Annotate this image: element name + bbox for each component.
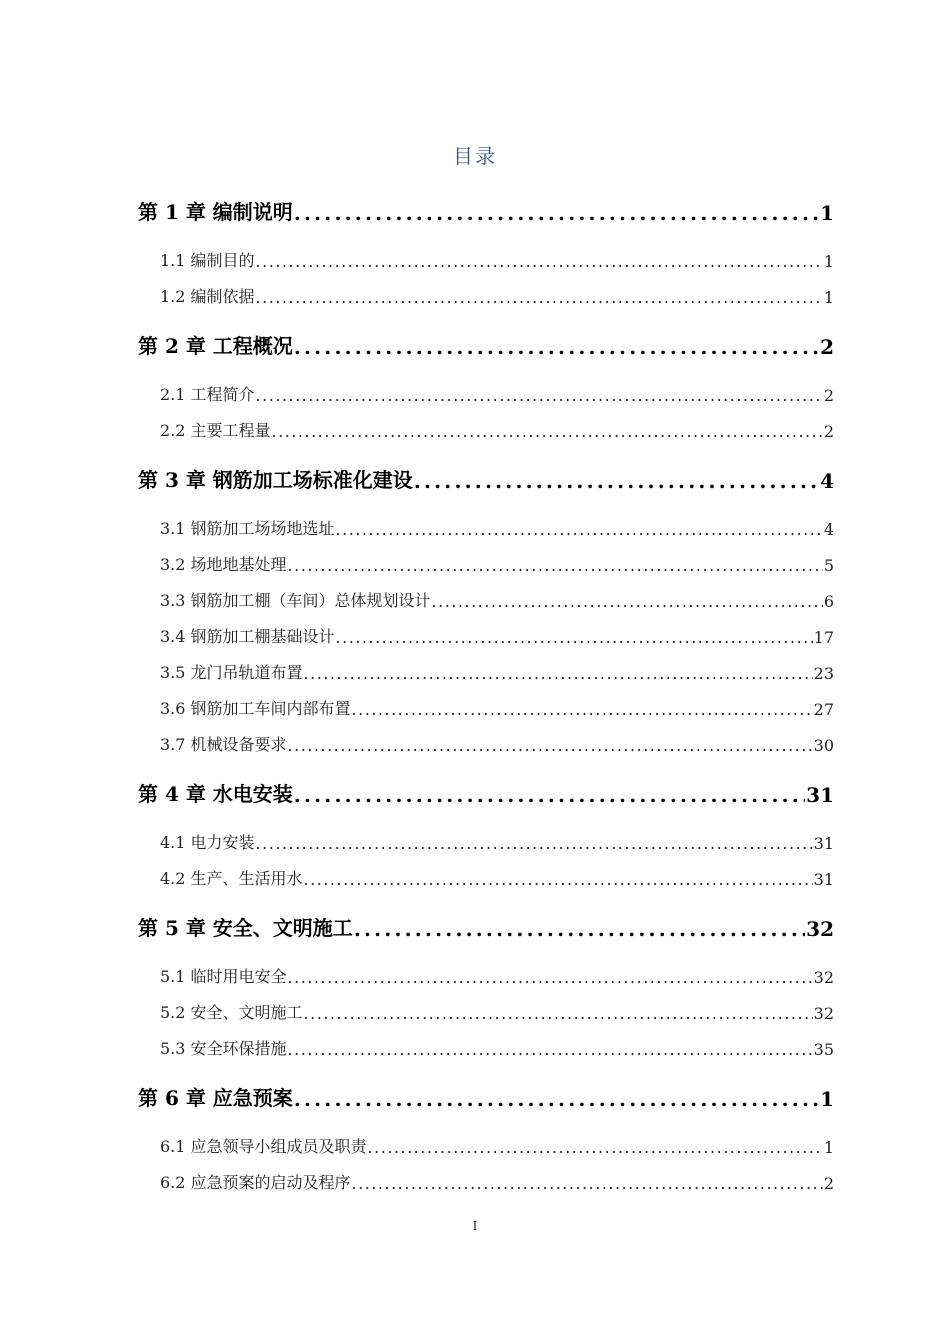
toc-section-entry[interactable]: [160, 516, 834, 539]
toc-entry-page-number: 17: [813, 628, 834, 647]
toc-entry-page-number: 35: [813, 1040, 834, 1059]
toc-entry-page-number: 23: [813, 664, 834, 683]
toc-entry-label: 第 2 章 工程概况: [138, 334, 293, 358]
toc-dot-leader: [256, 386, 823, 405]
toc-entry-page-number: 32: [813, 968, 834, 987]
toc-entry-label: 第 5 章 安全、文明施工: [138, 916, 353, 940]
toc-entry-label: 5.2 安全、文明施工: [160, 1003, 303, 1022]
toc-dot-leader: [256, 288, 823, 307]
toc-entry-label: 第 1 章 编制说明: [138, 200, 293, 224]
toc-entry-page-number: 30: [813, 736, 834, 755]
toc-section-entry[interactable]: [160, 696, 834, 719]
toc-entry-page-number: 1: [820, 201, 834, 225]
toc-dot-leader: [294, 1087, 819, 1111]
toc-entry-page-number: 4: [820, 469, 834, 493]
toc-entry-page-number: 31: [806, 783, 834, 807]
toc-entry-label: 6.2 应急预案的启动及程序: [160, 1173, 351, 1192]
toc-entry-page-number: 32: [806, 917, 834, 941]
toc-dot-leader: [294, 783, 805, 807]
toc-entry-label: 3.7 机械设备要求: [160, 735, 287, 754]
toc-dot-leader: [354, 917, 805, 941]
toc-entry-label: 6.1 应急领导小组成员及职责: [160, 1137, 367, 1156]
toc-entry-label: 第 3 章 钢筋加工场标准化建设: [138, 468, 413, 492]
toc-chapter-entry[interactable]: [138, 778, 834, 807]
toc-section-entry[interactable]: [160, 660, 834, 683]
toc-title: 目录: [453, 144, 497, 168]
toc-dot-leader: [304, 664, 813, 683]
toc-dot-leader: [304, 870, 813, 889]
toc-chapter-entry[interactable]: [138, 330, 834, 359]
toc-dot-leader: [294, 335, 819, 359]
toc-entry-page-number: 1: [823, 1138, 834, 1157]
toc-section-entry[interactable]: [160, 1170, 834, 1193]
toc-dot-leader: [288, 1040, 813, 1059]
toc-entry-page-number: 27: [813, 700, 834, 719]
toc-entry-label: 5.3 安全环保措施: [160, 1039, 287, 1058]
toc-entry-label: 第 4 章 水电安装: [138, 782, 293, 806]
toc-entry-label: 2.2 主要工程量: [160, 421, 271, 440]
toc-entry-page-number: 1: [820, 1087, 834, 1111]
toc-entry-label: 3.1 钢筋加工场场地选址: [160, 519, 335, 538]
toc-entry-label: 1.1 编制目的: [160, 251, 255, 270]
toc-dot-leader: [414, 469, 819, 493]
toc-entry-page-number: 1: [823, 252, 834, 271]
footer-page-number: I: [472, 1219, 478, 1233]
toc-dot-leader: [288, 968, 813, 987]
toc-dot-leader: [336, 628, 813, 647]
toc-entry-page-number: 5: [823, 556, 834, 575]
toc-section-entry[interactable]: [160, 552, 834, 575]
toc-section-entry[interactable]: [160, 866, 834, 889]
toc-entry-page-number: 32: [813, 1004, 834, 1023]
toc-dot-leader: [288, 556, 823, 575]
toc-section-entry[interactable]: [160, 248, 834, 271]
toc-section-entry[interactable]: [160, 284, 834, 307]
toc-dot-leader: [304, 1004, 813, 1023]
toc-entry-page-number: 1: [823, 288, 834, 307]
toc-entry-page-number: 2: [823, 386, 834, 405]
toc-entry-label: 3.4 钢筋加工棚基础设计: [160, 627, 335, 646]
toc-dot-leader: [368, 1138, 823, 1157]
toc-section-entry[interactable]: [160, 1000, 834, 1023]
toc-entry-page-number: 2: [820, 335, 834, 359]
toc-chapter-entry[interactable]: [138, 912, 834, 941]
toc-entry-label: 3.6 钢筋加工车间内部布置: [160, 699, 351, 718]
toc-dot-leader: [288, 736, 813, 755]
toc-entry-page-number: 4: [823, 520, 834, 539]
toc-entry-label: 1.2 编制依据: [160, 287, 255, 306]
toc-dot-leader: [256, 252, 823, 271]
toc-entry-page-number: 2: [823, 422, 834, 441]
toc-chapter-entry[interactable]: [138, 464, 834, 493]
toc-entry-label: 3.3 钢筋加工棚（车间）总体规划设计: [160, 591, 431, 610]
toc-dot-leader: [352, 1174, 823, 1193]
toc-dot-leader: [272, 422, 823, 441]
toc-section-entry[interactable]: [160, 1134, 834, 1157]
toc-entry-page-number: 6: [823, 592, 834, 611]
toc-dot-leader: [256, 834, 813, 853]
toc-section-entry[interactable]: [160, 588, 834, 611]
toc-section-entry[interactable]: [160, 382, 834, 405]
toc-section-entry[interactable]: [160, 732, 834, 755]
toc-entry-label: 3.2 场地地基处理: [160, 555, 287, 574]
toc-entry-page-number: 31: [813, 870, 834, 889]
toc-chapter-entry[interactable]: [138, 1082, 834, 1111]
toc-section-entry[interactable]: [160, 1036, 834, 1059]
toc-entry-label: 3.5 龙门吊轨道布置: [160, 663, 303, 682]
toc-section-entry[interactable]: [160, 964, 834, 987]
toc-section-entry[interactable]: [160, 830, 834, 853]
toc-entry-label: 2.1 工程简介: [160, 385, 255, 404]
toc-entry-page-number: 2: [823, 1174, 834, 1193]
toc-entry-label: 第 6 章 应急预案: [138, 1086, 293, 1110]
toc-chapter-entry[interactable]: [138, 196, 834, 225]
toc-dot-leader: [336, 520, 823, 539]
toc-dot-leader: [294, 201, 819, 225]
toc-entry-label: 4.2 生产、生活用水: [160, 869, 303, 888]
toc-dot-leader: [432, 592, 823, 611]
toc-section-entry[interactable]: [160, 624, 834, 647]
toc-dot-leader: [352, 700, 813, 719]
toc-section-entry[interactable]: [160, 418, 834, 441]
toc-entry-page-number: 31: [813, 834, 834, 853]
toc-entry-label: 5.1 临时用电安全: [160, 967, 287, 986]
toc-entry-label: 4.1 电力安装: [160, 833, 255, 852]
